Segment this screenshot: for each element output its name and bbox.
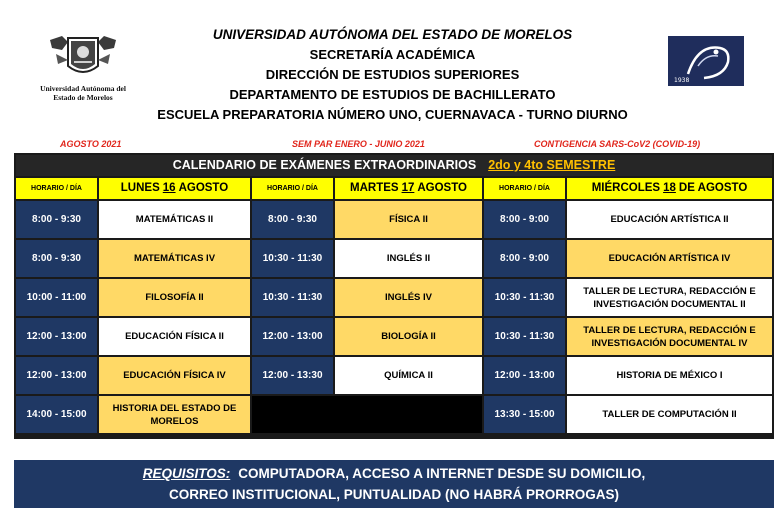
time-cell: 10:30 - 11:30: [252, 279, 333, 316]
uaem-crest-icon: [48, 32, 118, 82]
day-header-name: MARTES: [350, 182, 399, 194]
time-cell: 8:00 - 9:30: [252, 201, 333, 238]
hour-header: HORARIO / DÍA: [16, 178, 97, 199]
exam-calendar-table: [14, 153, 774, 439]
subheader-date: AGOSTO 2021: [60, 139, 122, 149]
time-cell: 8:00 - 9:00: [484, 240, 565, 277]
requirements-banner: [14, 460, 774, 508]
time-cell: 12:00 - 13:00: [16, 318, 97, 355]
time-cell: 12:00 - 13:00: [252, 318, 333, 355]
subject-cell: TALLER DE LECTURA, REDACCIÓN E INVESTIGACIÓN DOCUMENTAL II: [567, 279, 772, 316]
subject-cell: FÍSICA II: [335, 201, 482, 238]
subject-cell: MATEMÁTICAS IV: [99, 240, 250, 277]
header-title-direccion: DIRECCIÓN DE ESTUDIOS SUPERIORES: [265, 67, 520, 82]
subject-cell: QUÍMICA II: [335, 357, 482, 394]
preparatoria-emblem-icon: [668, 36, 744, 86]
subheader-semester: SEM PAR ENERO - JUNIO 2021: [292, 139, 425, 149]
time-cell: 12:00 - 13:00: [484, 357, 565, 394]
requirements-label: REQUISITOS:: [142, 466, 231, 481]
uaem-logo-caption-2: Estado de Morelos: [53, 93, 113, 102]
subject-cell: EDUCACIÓN FÍSICA II: [99, 318, 250, 355]
header-title-escuela: ESCUELA PREPARATORIA NÚMERO UNO, CUERNAVACA - TURNO DIURNO: [157, 107, 628, 122]
time-cell: 10:30 - 11:30: [252, 240, 333, 277]
time-cell: 8:00 - 9:00: [484, 201, 565, 238]
time-cell: 8:00 - 9:30: [16, 201, 97, 238]
time-cell: 8:00 - 9:30: [16, 240, 97, 277]
requirements-line-1: COMPUTADORA, ACCESO A INTERNET DESDE SU DOMICILIO,: [238, 466, 646, 481]
subject-cell: EDUCACIÓN FÍSICA IV: [99, 357, 250, 394]
time-cell: 12:00 - 13:30: [252, 357, 333, 394]
uaem-logo: [28, 32, 138, 104]
day-header-num: 18: [663, 182, 676, 194]
day-header: [99, 178, 250, 199]
subject-cell: HISTORIA DEL ESTADO DE MORELOS: [99, 396, 250, 433]
day-header-num: 17: [401, 182, 415, 194]
time-cell: 12:00 - 13:00: [16, 357, 97, 394]
subject-cell: INGLÉS II: [335, 240, 482, 277]
subject-cell: TALLER DE LECTURA, REDACCIÓN E INVESTIGACIÓN DOCUMENTAL IV: [567, 318, 772, 355]
time-cell: 13:30 - 15:00: [484, 396, 565, 433]
header-title-departamento: DEPARTAMENTO DE ESTUDIOS DE BACHILLERATO: [229, 87, 556, 102]
subject-cell: TALLER DE COMPUTACIÓN II: [567, 396, 772, 433]
time-cell: 10:30 - 11:30: [484, 279, 565, 316]
subheader-contingency: CONTIGENCIA SARS-CoV2 (COVID-19): [534, 139, 701, 149]
day-header: [567, 178, 772, 199]
day-header-name: MIÉRCOLES: [591, 182, 661, 194]
time-cell: 14:00 - 15:00: [16, 396, 97, 433]
time-cell: 10:00 - 11:00: [16, 279, 97, 316]
hour-header: HORARIO / DÍA: [484, 178, 565, 199]
subject-cell: INGLÉS IV: [335, 279, 482, 316]
time-cell: 10:30 - 11:30: [484, 318, 565, 355]
table-title-semester: 2do y 4to SEMESTRE: [488, 158, 616, 172]
subject-cell: FILOSOFÍA II: [99, 279, 250, 316]
table-title: [16, 155, 772, 176]
day-header-month: AGOSTO: [417, 182, 467, 194]
preparatoria-logo-year: 1938: [674, 77, 690, 84]
table-title-text: CALENDARIO DE EXÁMENES EXTRAORDINARIOS: [172, 158, 477, 172]
requirements-line-2: CORREO INSTITUCIONAL, PUNTUALIDAD (NO HABRÁ PRORROGAS): [169, 487, 619, 502]
uaem-logo-caption-1: Universidad Autónoma del: [40, 84, 126, 93]
subject-cell: EDUCACIÓN ARTÍSTICA II: [567, 201, 772, 238]
day-header-month: DE AGOSTO: [678, 182, 748, 194]
header-title-university: UNIVERSIDAD AUTÓNOMA DEL ESTADO DE MORELOS: [212, 27, 573, 42]
header-title-secretaria: SECRETARÍA ACADÉMICA: [309, 47, 476, 62]
subject-cell: EDUCACIÓN ARTÍSTICA IV: [567, 240, 772, 277]
subject-cell: HISTORIA DE MÉXICO I: [567, 357, 772, 394]
day-header-num: 16: [162, 182, 176, 194]
day-header-name: LUNES: [120, 182, 160, 194]
day-header: [335, 178, 482, 199]
subject-cell: BIOLOGÍA II: [335, 318, 482, 355]
empty-slot: [252, 396, 482, 433]
day-header-month: AGOSTO: [178, 182, 229, 194]
hour-header: HORARIO / DÍA: [252, 178, 333, 199]
preparatoria-logo: [668, 36, 744, 86]
subject-cell: MATEMÁTICAS II: [99, 201, 250, 238]
